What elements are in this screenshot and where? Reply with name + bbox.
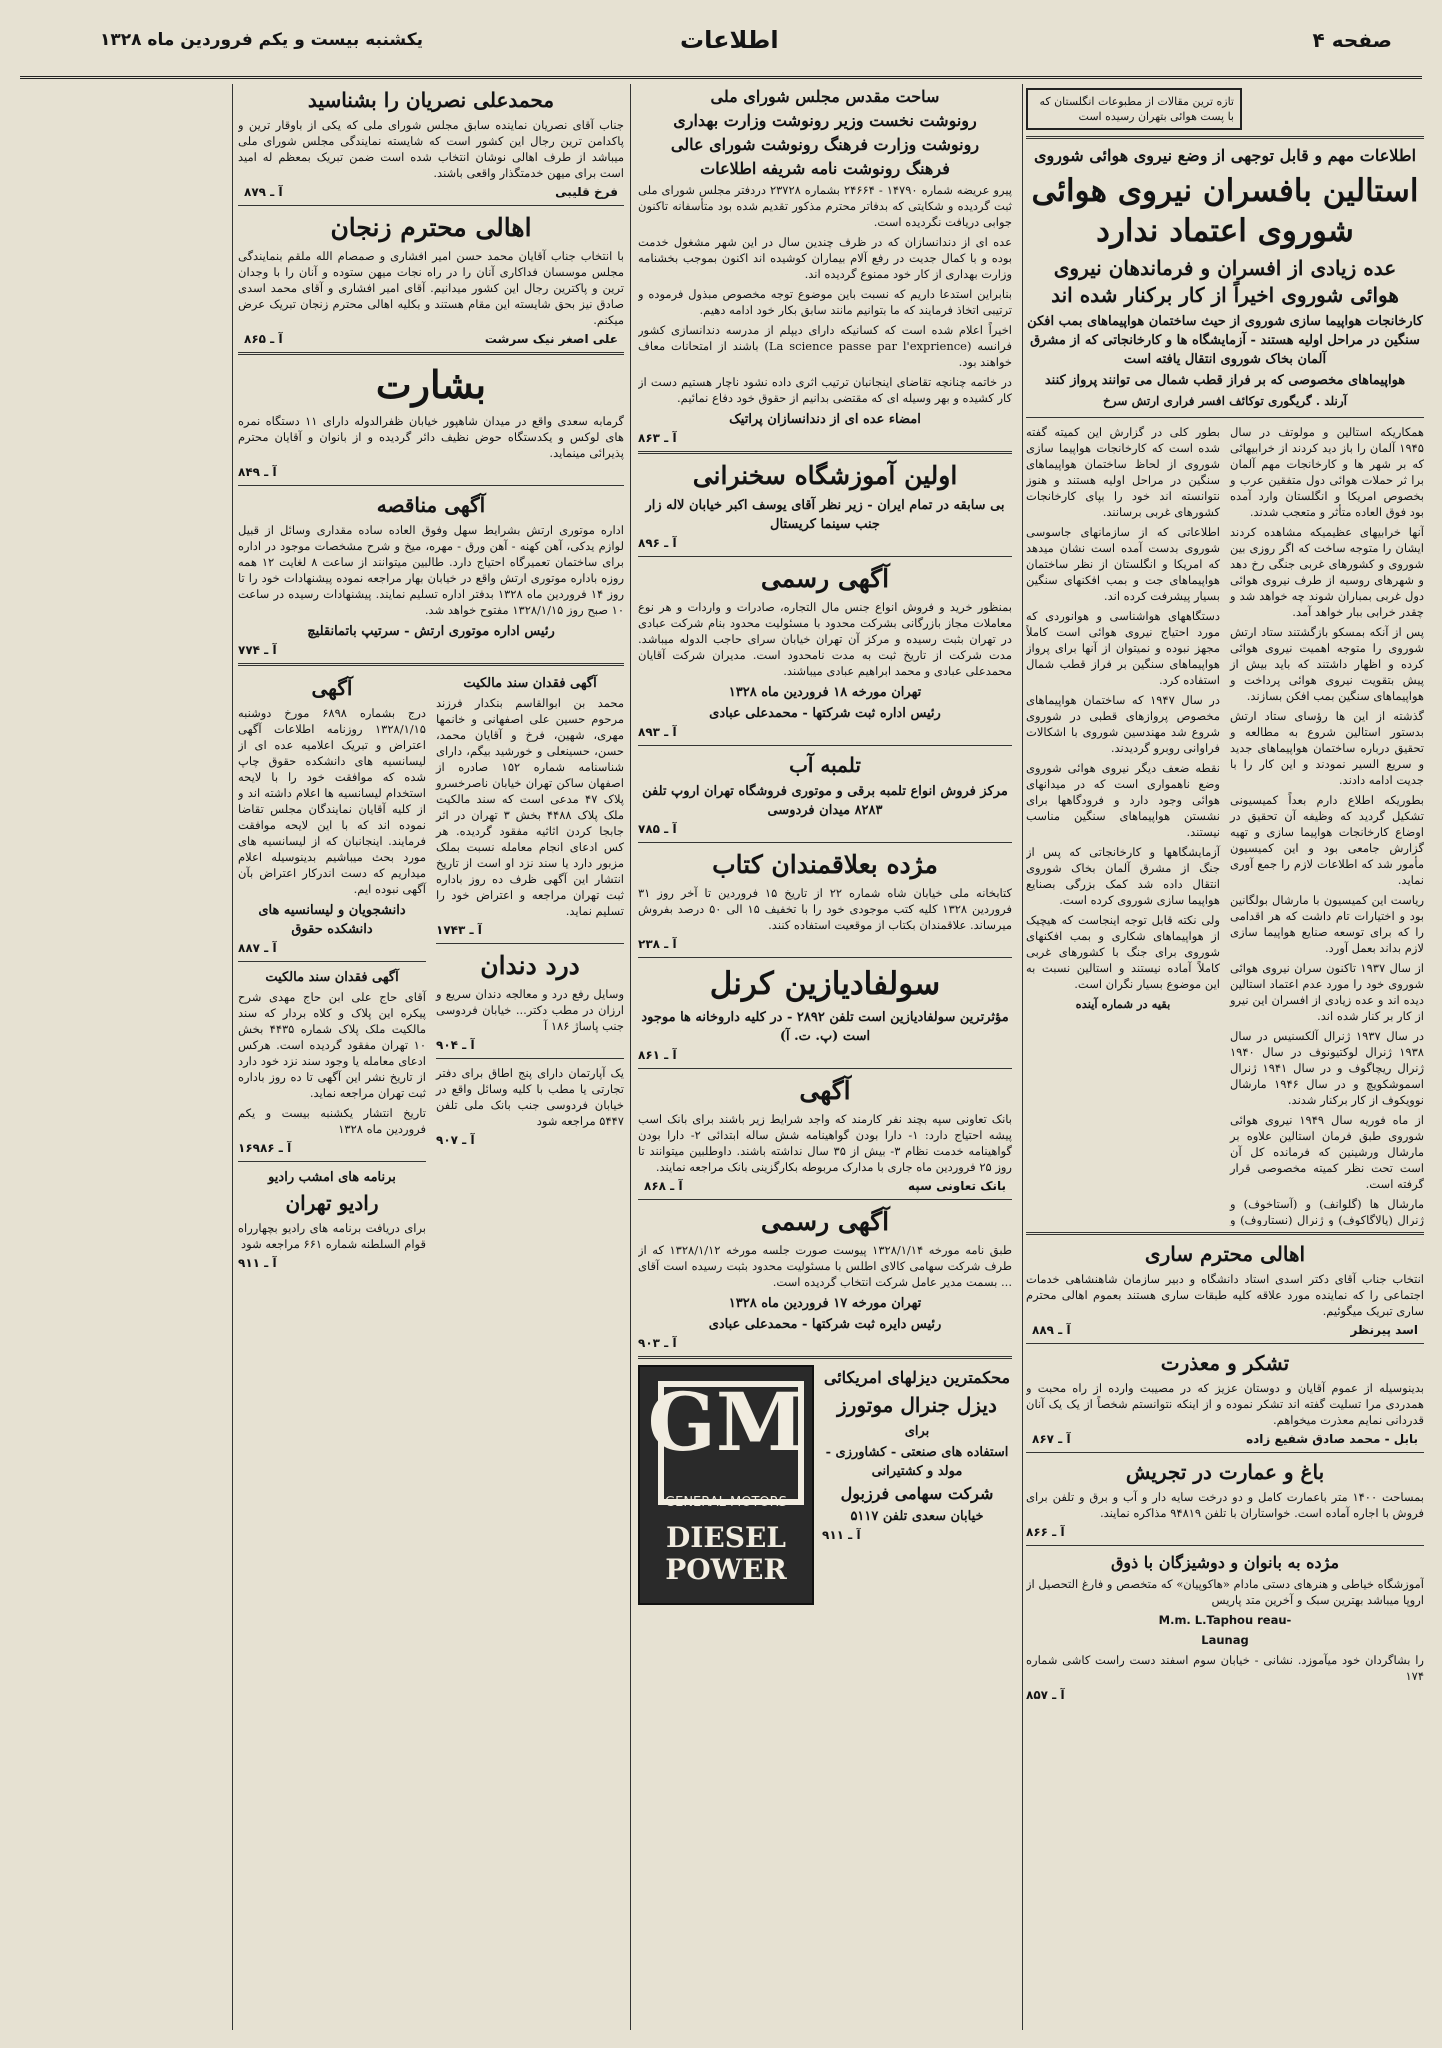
apartment-body: یک آپارتمان دارای پنج اطاق برای دفتر تجارتی یا مطب با کلیه وسائل واقع در خیابان فردوسی جنب بانک ملی تلفن ۵۴۴۷ مراجعه شود — [436, 1066, 624, 1128]
ad-thanks-body: بدینوسیله از عموم آقایان و دوستان عزیز که در مصیبت وارده از راه محبت و همدردی مرا تسلیت گفته اند تشکر نموده و از اینکه نتوانستم شخصاً از یک یک آنان قدردانی نمایم معذرت میخواهم. — [1026, 1381, 1424, 1427]
paragraph: از ماه فوریه سال ۱۹۴۹ نیروی هوائی شوروی طبق فرمان استالین علاوه بر مارشال ورشینین که فرمانده کل آن است تحت نظر کمیته مخصوصی قرار گرفته است. — [1230, 1113, 1424, 1191]
ad-thanks-sign: بابل - محمد صادق شفیع زاده — [1246, 1432, 1418, 1446]
left-column-split-left — [238, 672, 426, 1792]
nasrian-sign: فرخ قلیبی — [555, 185, 618, 199]
notice-box — [1026, 88, 1242, 130]
official-ad-sign: رئیس اداره ثبت شرکتها - محمدعلی عبادی — [709, 706, 941, 721]
speech-school-title: اولین آموزشگاه سخنرانی — [692, 461, 958, 490]
lost-deed-title: آگهی فقدان سند مالکیت — [463, 676, 597, 691]
paragraph: ولی نکته قابل توجه اینجاست که هیچیک از هواپیماهای شکاری و بمب افکنهای شوروی برای جنگ با کشورهای غربی کاملاً آماده نیستند و استالین نسبت به این موضوع بسیار نگران است. — [1026, 913, 1220, 991]
issue-date: یکشنبه بیست و یکم فروردین ماه ۱۳۲۸ — [100, 30, 423, 50]
paragraph: پس از آنکه بمسکو بازگشتند ستاد ارتش شوروی را متوجه اهمیت نیروی هوائی کرده و اظهار داشتند که باید بیش از پیش بتقویت نیروی هوائی پرداخت و هواپیماهای سنگین بمب افکن بسازند. — [1230, 625, 1424, 703]
pump-ad-title: تلمبه آب — [789, 753, 861, 777]
pump-ad-code: آ ـ ۷۸۵ — [638, 822, 677, 836]
zanjan-sign: علی اصغر نیک سرشت — [484, 332, 618, 346]
ad-sewing-body: آموزشگاه خیاطی و هنرهای دستی مادام «هاکوپیان» که متخصص و فارغ التحصیل از اروپا میباشد بهترین سبک و آخرین متد پاریس — [1026, 1577, 1424, 1607]
toothache-code: آ ـ ۹۰۴ — [436, 1038, 475, 1052]
paragraph: پیرو عریضه شماره ۱۴۷۹۰ - ۲۴۶۶۴ بشماره ۲۳۷۲۸ دردفتر مجلس شورای ملی ثبت گردیده و شکایتی که بدفاتر محترم مذکور تقدیم شده بود متأسفانه تاکنون جوابی دریافت نگردیده است. — [638, 183, 1012, 229]
bashar-body: گرمابه سعدی واقع در میدان شاهپور خیابان ظفرالدوله دارای ۱۱ دستگاه نمره های لوکس و یکدستگاه حوض نظیف دائر گردیده و از بانوان و آقایان محترم پذیرائی مینماید. — [238, 414, 624, 460]
divider — [1026, 1232, 1424, 1235]
article-byline: آرنلد . گریگوری توکائف افسر فراری ارتش سرخ — [1103, 394, 1347, 408]
divider — [238, 485, 624, 486]
apartment-code: آ ـ ۹۰۷ — [436, 1133, 475, 1147]
law-grads-title: آگهی — [311, 676, 353, 700]
nasrian-body: جناب آقای نصریان نماینده سابق مجلس شورای ملی که یکی از باوقار ترین و پاکدامن ترین رجال این کشور است که شایسته نمایندگی مجلس شورای ملی میباشد از طرف اهالی نوشان انتخاب شده است ضمن تبریک بمعظم له امید است برای میهن خدمتگذار واقعی باشند. — [238, 118, 624, 180]
gm-ad-company: شرکت سهامی فرزبول — [840, 1484, 994, 1503]
petition-title-1: ساحت مقدس مجلس شورای ملی — [710, 87, 940, 106]
divider — [238, 663, 624, 666]
divider — [638, 1068, 1012, 1069]
paragraph: اخیراً اعلام شده است که کسانیکه دارای دیپلم از مدرسه دندانسازی کشور فرانسه (La science passe par l'exprience) باشند از امتحانات معاف خواهند بود. — [638, 323, 1012, 369]
article-subhead-3: هواپیماهای مخصوصی که بر فراز قطب شمال می توانند پرواز کنند — [1044, 373, 1406, 388]
petition-title-4: فرهنگ رونوشت نامه شریفه اطلاعات — [700, 159, 950, 178]
divider — [1026, 136, 1424, 139]
divider — [638, 1356, 1012, 1359]
zanjan-code: آ ـ ۸۶۵ — [244, 332, 283, 346]
ad-garden-code: آ ـ ۸۶۶ — [1026, 1525, 1065, 1539]
ad-sari-title: اهالی محترم ساری — [1144, 1242, 1306, 1266]
ad-sewing-body-2: را بشاگردان خود میآموزد. نشانی - خیابان سوم اسفند دست راست کاشی شماره ۱۷۴ — [1026, 1653, 1424, 1683]
gm-ad-uses: استفاده های صنعتی - کشاورزی - مولد و کشتیرانی — [825, 1445, 1009, 1479]
divider — [238, 961, 426, 962]
ad-sewing-latin: M.m. L.Taphou reau- — [1158, 1613, 1292, 1627]
gm-logo-caption: GENERAL MOTORS — [665, 1495, 787, 1510]
official-ad-2-sign: رئیس دایره ثبت شرکتها - محمدعلی عبادی — [708, 1317, 942, 1332]
paragraph: اطلاعاتی که از سازمانهای جاسوسی شوروی بدست آمده است نشان میدهد که امریکا و انگلستان از نظر ساختمان هواپیماهای جت و بمب افکنهای سنگین بسیار پیشرفت کرده اند. — [1026, 525, 1220, 603]
paragraph: گذشته از این ها رؤسای ستاد ارتش بدستور استالین شروع به مطالعه و تحقیق درباره ساختمان هواپیماهای جدید و سریع السیر نمودند و این کار را با جدیت ادامه دادند. — [1230, 709, 1424, 787]
sulfadiazine-code: آ ـ ۸۶۱ — [638, 1048, 677, 1062]
law-grads-body: درج بشماره ۶۸۹۸ مورخ دوشنبه ۱۳۲۸/۱/۱۵ روزنامه اطلاعات آگهی اعتراض و تبریک اعلامیه عده ای از لیسانسیه های دانشکده حقوق چاپ شده که موافقت خود را با لایحه استخدام لیسانسیه ها اعلام داشته اند و از کلیه آقایان نمایندگان مجلس تقاضا نموده اند که با این لایحه موافقت فرمایند. اینجانبان که از لیسانسیه های مورد بحث میباشیم بدینوسیله اعلام میداریم که دست اندرکار اعتراض بآن آگهی نبوده ایم. — [238, 706, 426, 896]
tender-title: آگهی مناقصه — [376, 493, 486, 517]
book-ad-title: مژده بعلاقمندان کتاب — [712, 850, 938, 879]
left-column-split — [238, 672, 624, 1792]
article-body-column-left — [1026, 424, 1220, 1226]
gm-ad-text — [822, 1365, 1012, 1542]
paragraph: از سال ۱۹۳۷ تاکنون سران نیروی هوائی شوروی خود را مورد عدم اعتماد استالین دیده اند و عده زیادی از افسران این نیرو از کار بر کنار شده اند. — [1230, 961, 1424, 1023]
column-rule — [232, 84, 233, 2030]
law-grads-sign: دانشجویان و لیسانسیه های دانشکده حقوق — [258, 903, 406, 937]
ad-sewing-title: مژده به بانوان و دوشیزگان با ذوق — [1110, 1553, 1340, 1572]
left-column-split-right — [436, 672, 624, 1792]
lost-deed-2-code: آ ـ ۱۶۹۸۶ — [238, 1141, 292, 1155]
paragraph: در خاتمه چنانچه تقاضای اینجانبان ترتیب اثری داده نشود ناچار هستیم دست از کار کشیده و بهر وسیله ای که مقتضی بدانیم از حقوق خود دفاع نمائیم. — [638, 375, 1012, 405]
ad-garden-body: بمساحت ۱۴۰۰ متر باعمارت کامل و دو درخت سایه دار و آب و برق و تلفن برای فروش با اجاره آماده است. خواستاران با تلفن ۹۴۸۱۹ مذاکره نمایند. — [1026, 1490, 1424, 1520]
ad-garden-title: باغ و عمارت در تجریش — [1125, 1460, 1325, 1484]
gm-logo-power: POWER — [665, 1553, 787, 1586]
nasrian-footer — [244, 185, 618, 199]
zanjan-title: اهالی محترم زنجان — [330, 213, 532, 242]
paragraph: نقطه ضعف دیگر نیروی هوائی شوروی وضع ناهمواری است که در میدانهای هوائی وجود دارد و فرودگاهها برای نشستن هواپیماهای سنگین مناسب نیستند. — [1026, 761, 1220, 839]
paragraph: دستگاههای هواشناسی و هوانوردی که مورد احتیاج نیروی هوائی است کاملاً مجهز نبوده و نمیتوان از آنها برای پرواز هواپیماهای سنگین بر فراز قطب شمال استفاده کرد. — [1026, 609, 1220, 687]
official-ad-2-body: طبق نامه مورخه ۱۳۲۸/۱/۱۴ پیوست صورت جلسه مورخه ۱۳۲۸/۱/۱۲ که از طرف شرکت سهامی کالای اطلس با مسئولیت محدود بثبت رسیده است آقای ... بسمت مدیر عامل شرکت انتخاب گردیده است. — [638, 1243, 1012, 1289]
paragraph: همکاریکه استالین و مولوتف در سال ۱۹۴۵ آلمان را باز دید کردند از خرابیهائی که بر شهر ها و کارخانجات مهم آلمان برا ثر حملات هوائی دول متفقین عرب و بخصوص امریکا و انگلستان وارد آمده بود فوق العاده متأثر و متعجب شدند. — [1230, 425, 1424, 519]
paragraph: بطوریکه اطلاع دارم بعداً کمیسیونی تشکیل گردید که وظیفه آن تحقیق در اوضاع کارخانجات هواپیما سازی و تهیه گزارش جامعی بود و این کمیسیون مأمور شد که اطلاعات لازم را جمع آوری نماید. — [1230, 793, 1424, 887]
ad-sewing-latin-2: Launag — [1201, 1633, 1249, 1647]
ad-sari-body: انتخاب جناب آقای دکتر اسدی استاد دانشگاه و دبیر سازمان شاهنشاهی خدمات اجتماعی را که نماینده مورد علاقه کلیه طبقات ساری هستند بعموم اهالی محترم ساری تبریک میگوئیم. — [1026, 1272, 1424, 1318]
divider — [238, 1161, 426, 1162]
article-body-column-right — [1230, 424, 1424, 1226]
official-ad-2-title: آگهی رسمی — [760, 1207, 890, 1236]
lost-deed-2-date: تاریخ انتشار یکشنبه بیست و یکم فروردین ماه ۱۳۲۸ — [238, 1106, 426, 1136]
ad-thanks-code: آ ـ ۸۶۷ — [1032, 1432, 1071, 1446]
gm-logo-image — [638, 1365, 814, 1605]
page-number: صفحه ۴ — [1312, 28, 1392, 52]
official-ad-title: آگهی رسمی — [760, 564, 890, 593]
lost-deed-2-body: آقای حاج علی ابن حاج مهدی شرح پیکره این پلاک و کلاه بردار که سند مالکیت ملک پلاک شماره ۴۴۳۵ بخش ۱۰ تهران مفقود گردیده است. هرکس ادعای معامله یا وجود سند نزد خود دارد از تاریخ نشر این آگهی تا ده روز باداره ثبت تهران مراجعه نماید. — [238, 990, 426, 1100]
bank-ad-footer — [644, 1179, 1006, 1193]
nasrian-code: آ ـ ۸۷۹ — [244, 185, 283, 199]
sulfadiazine-title: سولفادیازین کرنل — [709, 966, 941, 1002]
paragraph: مارشال ها (گلوانف) و (آستاخوف) و ژنرال (پالاگاکوف) و ژنرال (نستاروف) و — [1230, 1197, 1424, 1226]
masthead — [20, 18, 1422, 79]
zanjan-body: با انتخاب جناب آقایان محمد حسن امیر افشاری و صمصام الله ملقم بنمایندگی مجلس موسسان فداکاری آنان را در راه نجات میهن ستوده و آنان را با وجدان ترین و پاکترین رجال این کشور میدانیم. آقای امیر افشاری و آقای محمد اسدی صادق نیز بحق شایسته این مقام هستند و بکلیه اهالی محترم زنجان تبریک عرض میکنم. — [238, 249, 624, 327]
article-body — [1026, 424, 1424, 1226]
paragraph: آزمایشگاهها و کارخانجاتی که پس از جنگ از مشرق آلمان بخاک شوروی انتقال داده شد کمک بزرگی بصنایع هواپیما سازی شوروی کرده است. — [1026, 845, 1220, 907]
divider — [638, 451, 1012, 454]
divider — [638, 1199, 1012, 1200]
speech-school-code: آ ـ ۸۹۶ — [638, 536, 677, 550]
toothache-body: وسایل رفع درد و معالجه دندان سریع و ارزان در مطب دکتر... خیابان فردوسی جنب پاساژ ۱۸۶ آ — [436, 987, 624, 1033]
radio-body: برای دریافت برنامه های رادیو بچهارراه قوام السلطنه شماره ۶۶۱ مراجعه شود — [238, 1221, 426, 1251]
gm-ad-code: آ ـ ۹۱۱ — [822, 1528, 861, 1542]
lost-deed-body: محمد بن ابوالقاسم بنکدار فرزند مرحوم حسین علی اصفهانی و خانمها مهری، شهین، فرخ و آقایان محمد، حسن، حسینعلی و خورشید بیگم، دارای شناسنامه شماره ۱۵۲ صادره از اصفهان ساکن تهران خیابان ناصرخسرو پلاک ۴۷ مدعی است که سند مالکیت ملک پلاک ۴۴۸۸ بخش ۳ تهران در اثر جابجا کردن اثاثیه مفقود گردیده. هر کس ادعای انجام معامله نسبت بملک مزبور دارد یا سند نزد او است از تاریخ انتشار این آگهی ظرف ده روز باداره ثبت تهران مراجعه و اعتراض خود را تسلیم نماید. — [436, 696, 624, 918]
official-ad-2-date: تهران مورخه ۱۷ فروردین ماه ۱۳۲۸ — [728, 1296, 922, 1311]
paragraph: ریاست این کمیسیون با مارشال بولگانین بود و اختیارات تام داشت که هر اقدامی را که برای توسعه صنایع هواپیما سازی لازم بداند بعمل آورد. — [1230, 893, 1424, 955]
continued-note: بقیه در شماره آینده — [1075, 997, 1171, 1011]
ad-sari-footer — [1032, 1323, 1418, 1337]
article-subhead-2: کارخانجات هواپیما سازی شوروی از حیث ساختمان هواپیماهای بمب افکن سنگین در مراحل اولیه هستند - آزمایشگاه ها و کارخانجاتی که از مشرق آلمان بخاک شوروی انتقال یافته است — [1027, 314, 1423, 367]
divider — [638, 556, 1012, 557]
ad-thanks-title: تشکر و معذرت — [1160, 1351, 1290, 1375]
gm-logo-diesel: DIESEL — [666, 1521, 786, 1554]
bank-ad-title: آگهی — [799, 1076, 851, 1105]
zanjan-footer — [244, 332, 618, 346]
paragraph: بطور کلی در گزارش این کمیته گفته شده است که کارخانجات هواپیما سازی شوروی از لحاظ ساختمان هواپیماهای سنگین در مراحل اولیه هستند و هنوز نتوانسته اند خود را بپای کارخانجات کشورهای غربی برسانند. — [1026, 425, 1220, 519]
divider — [1026, 1452, 1424, 1453]
article-subhead: عده زیادی از افسران و فرماندهان نیروی هوائی شوروی اخیراً از کار برکنار شده اند — [1051, 256, 1399, 307]
nasrian-title: محمدعلی نصریان را بشناسید — [307, 88, 555, 112]
book-ad-body: کتابخانه ملی خیابان شاه شماره ۲۲ از تاریخ ۱۵ فروردین تا آخر روز ۳۱ فروردین ۱۳۲۸ کلیه کتب موجودی خود را با تخفیف ۱۵ الی ۵۰ درصد بفروش میرساند. علاقمندان بکتاب از موقعیت استفاده کنند. — [638, 886, 1012, 932]
official-ad-2-code: آ ـ ۹۰۳ — [638, 1336, 677, 1350]
column-rule — [1022, 84, 1023, 2030]
bashar-title: بشارت — [375, 362, 487, 407]
paragraph: در سال ۱۹۴۷ که ساختمان هواپیماهای مخصوص پروازهای قطبی در شوروی شروع شد مهندسین شوروی با اشکالات فراوانی روبرو گردیدند. — [1026, 693, 1220, 755]
divider — [638, 745, 1012, 746]
notice-text: تازه ترین مقالات از مطبوعات انگلستان که با پست هوائی بتهران رسیده است — [1039, 95, 1234, 123]
petition-sign: امضاء عده ای از دندانسازان پراتیک — [729, 412, 921, 427]
column-rule — [630, 84, 631, 2030]
divider — [238, 352, 624, 355]
paragraph: عده ای از دندانسازان که در ظرف چندین سال در این شهر مشغول خدمت بوده و با کمال جدیت در رفع آلام بیماران کوشیده اند اکنون بموجب بخشنامه وزارت بهداری از کار خود ممنوع گردیده اند. — [638, 235, 1012, 281]
bank-ad-sign: بانک تعاونی سپه — [907, 1179, 1006, 1193]
tender-body: اداره موتوری ارتش بشرایط سهل وفوق العاده ساده مقداری وسائل از قبیل لوازم یدکی، آهن کهنه - آهن ورق - مهره، میخ و شرح مشخصات موجود در اداره برای ساختمان تعمیرگاه احتیاج دارد. طالبین میتوانند از ساعت ۸ لغایت ۱۲ همه روزه باداره موتوری ارتش واقع در خیابان بهار مراجعه نموده پیشنهادات خود را تا روز ۱۴ فروردین ماه ۱۳۲۸ بدفتر اداره تسلیم نمایند. پیشنهادات رسیده در ساعت ۱۰ صبح روز ۱۳۲۸/۱/۱۵ مفتوح خواهد شد. — [238, 523, 624, 617]
gm-ad-title-1: محکمترین دیزلهای امریکائی — [823, 1368, 1011, 1387]
radio-code: آ ـ ۹۱۱ — [238, 1256, 277, 1270]
petition-code: آ ـ ۸۶۳ — [638, 431, 677, 445]
left-column — [238, 84, 624, 2030]
official-ad-code: آ ـ ۸۹۳ — [638, 725, 677, 739]
bank-ad-code: آ ـ ۸۶۸ — [644, 1179, 683, 1193]
gm-diesel-ad — [638, 1365, 1012, 1603]
divider — [238, 205, 624, 206]
main-article-column — [1026, 84, 1424, 2030]
paper-name: اطلاعات — [680, 26, 779, 54]
paragraph: در سال ۱۹۳۷ ژنرال آلکسنیس در سال ۱۹۳۸ ژنرال لوکتیونوف در سال ۱۹۴۰ ژنرال ریچاگوف و در سال ۱۹۴۱ ژنرال اسموشکویچ و در سال ۱۹۴۶ مارشال نوویکوف از کار برکنار شدند. — [1230, 1029, 1424, 1107]
pump-ad-body: مرکز فروش انواع تلمبه برقی و موتوری فروشگاه تهران اروپ تلفن ۸۲۸۳ میدان فردوسی — [642, 784, 1008, 818]
gm-ad-address: خیابان سعدی تلفن ۵۱۱۷ — [850, 1509, 984, 1524]
divider — [436, 943, 624, 944]
official-ad-body: بمنظور خرید و فروش انواع جنس مال التجاره، صادرات و واردات و هر نوع معاملات مجاز بازرگانی بشرکت محدود با مسئولیت محدود بنام شرکت عبادی در تهران بثبت رسیده و مرکز آن تهران خیابان سرای حاجب الدوله میباشد. مدت شرکت از تاریخ ثبت به مدت نامحدود است. مدیران شرکت آقایان محمدعلی عبادی و محمد ابراهیم عبادی میباشند. — [638, 600, 1012, 678]
petition-title-3: رونوشت وزارت فرهنگ رونوشت شورای عالی — [670, 135, 980, 154]
petition-title-2: رونوشت نخست وزیر رونوشت وزارت بهداری — [673, 111, 977, 130]
ad-sewing-code: آ ـ ۸۵۷ — [1026, 1688, 1065, 1702]
bank-ad-body: بانک تعاونی سپه بچند نفر کارمند که واجد شرایط زیر باشند برای بانک اسب پیشه احتیاج دارد: ۱- دارا بودن گواهینامه شش ساله ابتدائی ۲- دارا بودن گواهینامه خدمت نظام ۳- بیش از ۳۵ سال نداشته باشند. داوطلبین میتوانند تا روز ۲۵ فروردین ماه جاری با مدارک مربوطه بکارگزینی بانک مراجعه نمایند. — [638, 1112, 1012, 1174]
divider — [436, 1058, 624, 1059]
official-ad-date: تهران مورخه ۱۸ فروردین ماه ۱۳۲۸ — [728, 685, 922, 700]
ad-thanks-footer — [1032, 1432, 1418, 1446]
divider — [638, 842, 1012, 843]
sulfadiazine-body: مؤثرترین سولفادیازین است تلفن ۲۸۹۲ - در کلیه داروخانه ها موجود است (پ. ت. آ) — [641, 1010, 1009, 1044]
gm-ad-for: برای — [904, 1424, 930, 1439]
petition-body — [638, 182, 1012, 406]
tender-sign: رئیس اداره موتوری ارتش - سرتیپ باتمانقلیچ — [307, 624, 555, 639]
paragraph: آنها خرابیهای عظیمیکه مشاهده کردند ایشان را متوجه ساخت که اگر روزی بین شوروی و کشورهای غربی جنگی رخ دهد و شهرهای روسیه از طرف نیروی هوائی دول غربی بمباران شوند چه خواهد شد و چقدر خرابی ببار خواهد آمد. — [1230, 525, 1424, 619]
lost-deed-2-title: آگهی فقدان سند مالکیت — [265, 970, 399, 985]
divider — [1026, 1343, 1424, 1344]
book-ad-code: آ ـ ۲۳۸ — [638, 937, 677, 951]
gm-ad-title-2: دیزل جنرال موتورز — [837, 1393, 997, 1417]
article-kicker: اطلاعات مهم و قابل توجهی از وضع نیروی هوائی شوروی — [1033, 146, 1417, 165]
speech-school-body: بی سابقه در تمام ایران - زیر نظر آقای یوسف اکبر خیابان لاله زار جنب سینما کریستال — [645, 498, 1005, 532]
radio-title: رادیو تهران — [285, 1191, 379, 1215]
tender-code: آ ـ ۷۷۴ — [238, 643, 277, 657]
paragraph: بنابراین استدعا داریم که نسبت باین موضوع توجه مخصوص مبذول فرموده و ترتیبی اتخاذ فرمایند که ما بتوانیم مانند سابق بکار خود ادامه دهیم. — [638, 287, 1012, 317]
gm-logo-letters: GM — [647, 1375, 805, 1469]
divider — [1026, 417, 1424, 418]
law-grads-code: آ ـ ۸۸۷ — [238, 941, 277, 955]
toothache-title: درد دندان — [480, 951, 580, 980]
divider — [1026, 1545, 1424, 1546]
radio-schedule-label: برنامه های امشب رادیو — [268, 1170, 396, 1185]
ad-sari-sign: اسد پیرنظر — [1350, 1323, 1418, 1337]
divider — [638, 957, 1012, 958]
middle-column — [638, 84, 1012, 2030]
article-headline: استالین بافسران نیروی هوائی شوروی اعتماد ندارد — [1031, 173, 1419, 249]
ad-sari-code: آ ـ ۸۸۹ — [1032, 1323, 1071, 1337]
lost-deed-code: آ ـ ۱۷۴۳ — [436, 923, 482, 937]
bashar-code: آ ـ ۸۴۹ — [238, 465, 277, 479]
